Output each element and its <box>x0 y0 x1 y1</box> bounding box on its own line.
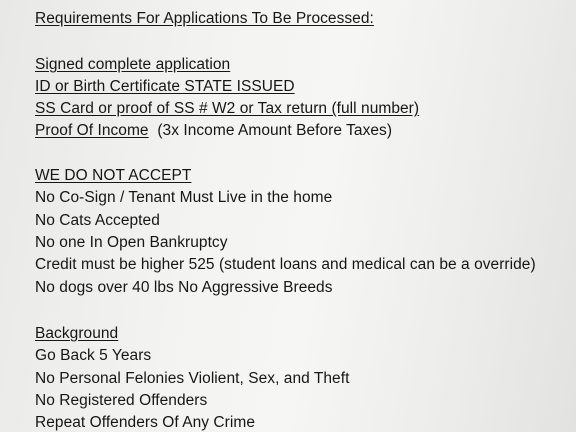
background-item: Go Back 5 Years <box>35 347 152 364</box>
requirement-item <box>35 78 295 96</box>
document-title: Requirements For Applications To Be Processed: <box>35 10 374 27</box>
not-accept-item: No one In Open Bankruptcy <box>35 234 228 251</box>
requirement-text: Proof Of Income <box>35 122 149 139</box>
requirement-text: Signed complete application <box>35 56 231 73</box>
requirement-text: ID or Birth Certificate STATE ISSUED <box>35 78 295 95</box>
not-accept-item: Credit must be higher 525 (student loans and medical can be a override) <box>35 256 536 273</box>
requirement-text: SS Card or proof of SS # W2 or Tax return (full number) <box>35 100 420 117</box>
not-accept-item: No Cats Accepted <box>35 212 160 229</box>
background-item: Repeat Offenders Of Any Crime <box>35 414 255 431</box>
requirement-item <box>35 100 419 118</box>
background-item: No Personal Felonies Violient, Sex, and Theft <box>35 370 350 387</box>
requirement-item <box>35 122 392 140</box>
requirement-note: (3x Income Amount Before Taxes) <box>148 122 393 139</box>
not-accept-heading: WE DO NOT ACCEPT <box>35 167 192 184</box>
not-accept-item: No dogs over 40 lbs No Aggressive Breeds <box>35 279 333 296</box>
requirement-item <box>35 56 230 74</box>
not-accept-item: No Co-Sign / Tenant Must Live in the home <box>35 189 333 206</box>
background-heading: Background <box>35 325 119 342</box>
background-item: No Registered Offenders <box>35 392 208 409</box>
